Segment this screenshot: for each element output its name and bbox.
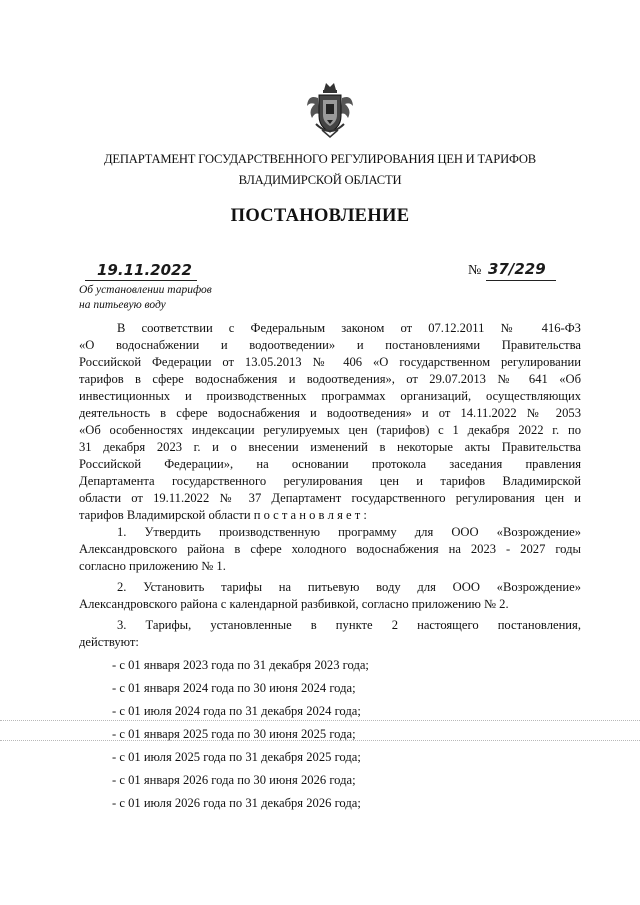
tariff-period-item: - с 01 января 2023 года по 31 декабря 2023 года; xyxy=(112,658,369,672)
tariff-period-item: - с 01 января 2026 года по 30 июня 2026 года; xyxy=(112,773,356,787)
scan-artifact-dots xyxy=(0,720,640,722)
department-name: ДЕПАРТАМЕНТ ГОСУДАРСТВЕННОГО РЕГУЛИРОВАНИЯ ЦЕН И ТАРИФОВ xyxy=(104,152,536,166)
tariff-period-item: - с 01 июля 2026 года по 31 декабря 2026 года; xyxy=(112,796,361,810)
clause-1-line: Александровского района в сфере холодного водоснабжения на 2023 - 2027 годы xyxy=(79,542,581,556)
tariff-period-item: - с 01 июля 2025 года по 31 декабря 2025 года; xyxy=(112,750,361,764)
number-underline xyxy=(486,280,556,281)
date-underline xyxy=(85,280,197,281)
intro-line: области от 19.11.2022 № 37 Департамент государственного регулирования цен и xyxy=(79,491,581,505)
number-label: № xyxy=(468,263,482,278)
scan-artifact-dots xyxy=(0,740,640,742)
intro-first-line: В соответствии с Федеральным законом от 07.12.2011 № 416-ФЗ xyxy=(117,321,581,335)
coat-of-arms-icon xyxy=(304,80,356,140)
clause-2-first-line: 2. Установить тарифы на питьевую воду для ООО «Возрождение» xyxy=(117,580,581,594)
intro-line-last: тарифов Владимирской области п о с т а н о в л я е т : xyxy=(79,508,367,522)
clause-2-line-last: Александровского района с календарной разбивкой, согласно приложению № 2. xyxy=(79,597,509,611)
document-subject: Об установлении тарифов на питьевую воду xyxy=(79,284,212,311)
intro-line: деятельность в сфере водоснабжения и водоотведения» и от 14.11.2022 № 2053 xyxy=(79,406,581,420)
clause-1-first-line: 1. Утвердить производственную программу для ООО «Возрождение» xyxy=(117,525,581,539)
intro-line: инвестиционных и производственных программах организаций, осуществляющих xyxy=(79,389,581,403)
intro-line: Департамента государственного регулирования цен и тарифов Владимирской xyxy=(79,474,581,488)
document-date: 19.11.2022 xyxy=(97,261,192,279)
clause-1-line-last: согласно приложению № 1. xyxy=(79,559,226,573)
department-region: ВЛАДИМИРСКОЙ ОБЛАСТИ xyxy=(238,173,402,187)
intro-line: Российской Федерации от 13.05.2013 № 406 «О государственном регулировании xyxy=(79,355,581,369)
clause-3-line-last: действуют: xyxy=(79,635,139,649)
tariff-period-item: - с 01 января 2024 года по 30 июня 2024 года; xyxy=(112,681,356,695)
tariff-period-item: - с 01 июля 2024 года по 31 декабря 2024 года; xyxy=(112,704,361,718)
tariff-period-item: - с 01 января 2025 года по 30 июня 2025 года; xyxy=(112,727,356,741)
clause-3-first-line: 3. Тарифы, установленные в пункте 2 настоящего постановления, xyxy=(117,618,581,632)
intro-line: Российской Федерации», на основании протокола заседания правления xyxy=(79,457,581,471)
intro-line: «Об особенностях индексации регулируемых цен (тарифов) с 1 декабря 2022 г. по xyxy=(79,423,581,437)
intro-line: 31 декабря 2023 г. и о внесении изменений в некоторые акты Правительства xyxy=(79,440,581,454)
document-title: ПОСТАНОВЛЕНИЕ xyxy=(230,206,410,226)
document-number: 37/229 xyxy=(488,260,546,278)
intro-line-2: «О водоснабжении и водоотведении» и постановлениями Правительства xyxy=(79,338,581,352)
intro-line: тарифов в сфере водоснабжения и водоотведения», от 29.07.2013 № 641 «Об xyxy=(79,372,581,386)
